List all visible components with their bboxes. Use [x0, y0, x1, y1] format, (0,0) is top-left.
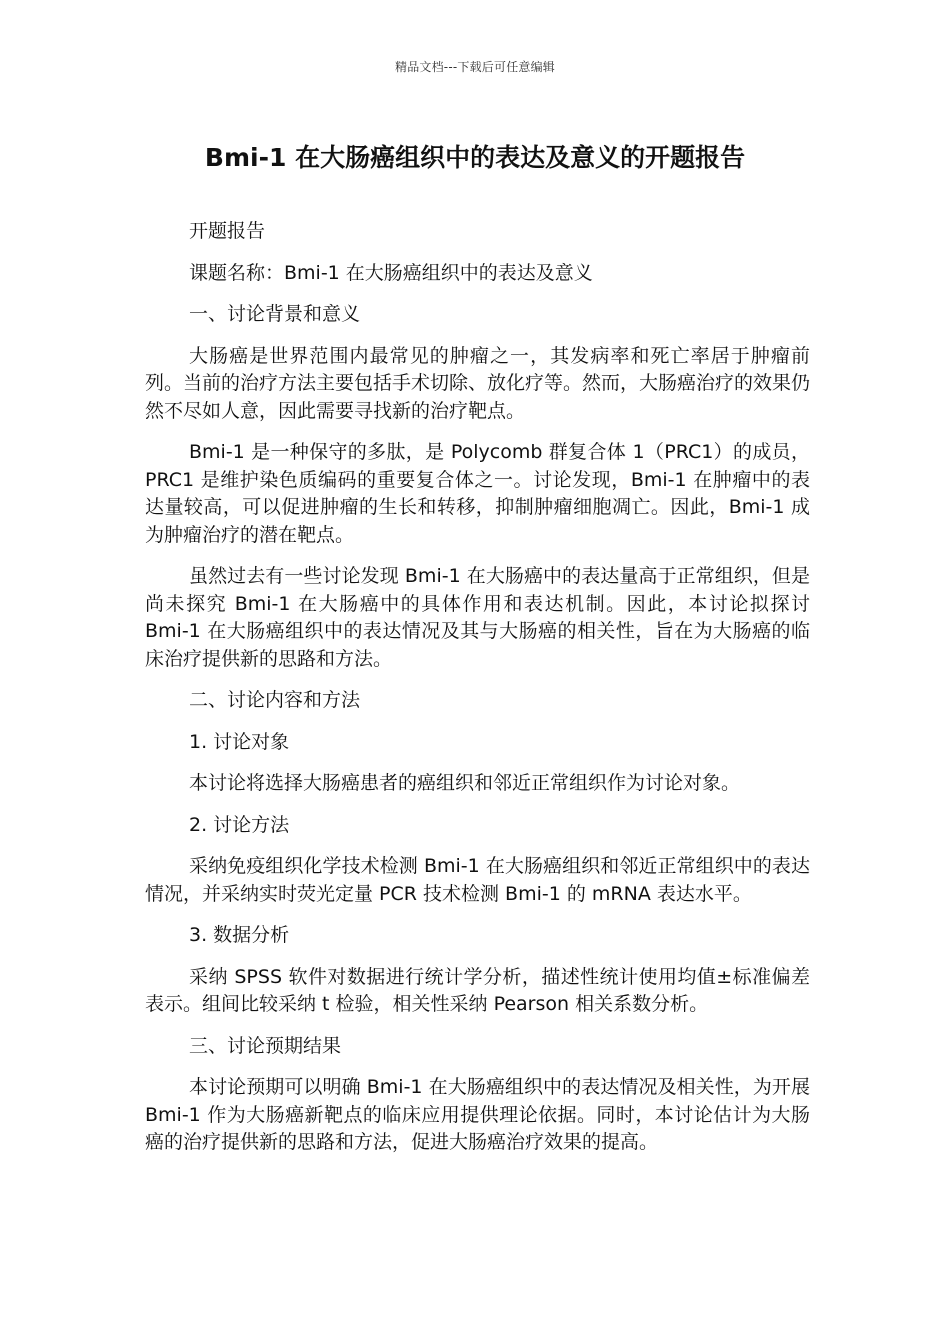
header-note: 精品文档---下载后可任意编辑: [395, 60, 555, 74]
document-body: [145, 218, 810, 1171]
section-heading-content: 二、讨论内容和方法: [189, 689, 361, 711]
paragraph-subjects: 本讨论将选择大肠癌患者的癌组织和邻近正常组织作为讨论对象。: [189, 772, 741, 794]
paragraph-results: 本讨论预期可以明确 Bmi-1 在大肠癌组织中的表达情况及相关性，为开展 Bmi-1 作为大肠癌新靶点的临床应用提供理论依据。同时，本讨论估计为大肠癌的治疗提供新的思路和方法，促进大肠癌治疗效果的提高。: [145, 1076, 810, 1153]
subheading-subjects: 1. 讨论对象: [189, 730, 290, 753]
subheading-analysis: 3. 数据分析: [189, 924, 290, 946]
document-title: Bmi-1 在大肠癌组织中的表达及意义的开题报告: [204, 143, 746, 172]
paragraph-methods: 采纳免疫组织化学技术检测 Bmi-1 在大肠癌组织和邻近正常组织中的表达情况，并采纳实时荧光定量 PCR 技术检测 Bmi-1 的 mRNA 表达水平。: [145, 855, 810, 905]
section-heading-results: 三、讨论预期结果: [189, 1034, 342, 1057]
subheading-methods: 2. 讨论方法: [189, 813, 290, 836]
topic-name: 课题名称：Bmi-1 在大肠癌组织中的表达及意义: [189, 261, 593, 284]
paragraph-background-2: Bmi-1 是一种保守的多肽，是 Polycomb 群复合体 1（PRC1）的成员，PRC1 是维护染色质编码的重要复合体之一。讨论发现，Bmi-1 在肿瘤中的表达量较高，可以促进肿瘤的生长和转移，抑制肿瘤细胞凋亡。因此，Bmi-1 成为肿瘤治疗的潜在靶点。: [145, 441, 810, 546]
section-heading-background: 一、讨论背景和意义: [189, 303, 361, 325]
paragraph-analysis: 采纳 SPSS 软件对数据进行统计学分析，描述性统计使用均值±标准偏差表示。组间比较采纳 t 检验，相关性采纳 Pearson 相关系数分析。: [145, 965, 810, 1015]
paragraph-background-1: 大肠癌是世界范围内最常见的肿瘤之一，其发病率和死亡率居于肿瘤前列。当前的治疗方法主要包括手术切除、放化疗等。然而，大肠癌治疗的效果仍然不尽如人意，因此需要寻找新的治疗靶点。: [145, 344, 811, 422]
paragraph-background-3: 虽然过去有一些讨论发现 Bmi-1 在大肠癌中的表达量高于正常组织，但是尚未探究 Bmi-1 在大肠癌中的具体作用和表达机制。因此，本讨论拟探讨 Bmi-1 在大肠癌组织中的表达情况及其与大肠癌的相关性，旨在为大肠癌的临床治疗提供新的思路和方法。: [145, 565, 810, 670]
report-label: 开题报告: [189, 220, 266, 242]
